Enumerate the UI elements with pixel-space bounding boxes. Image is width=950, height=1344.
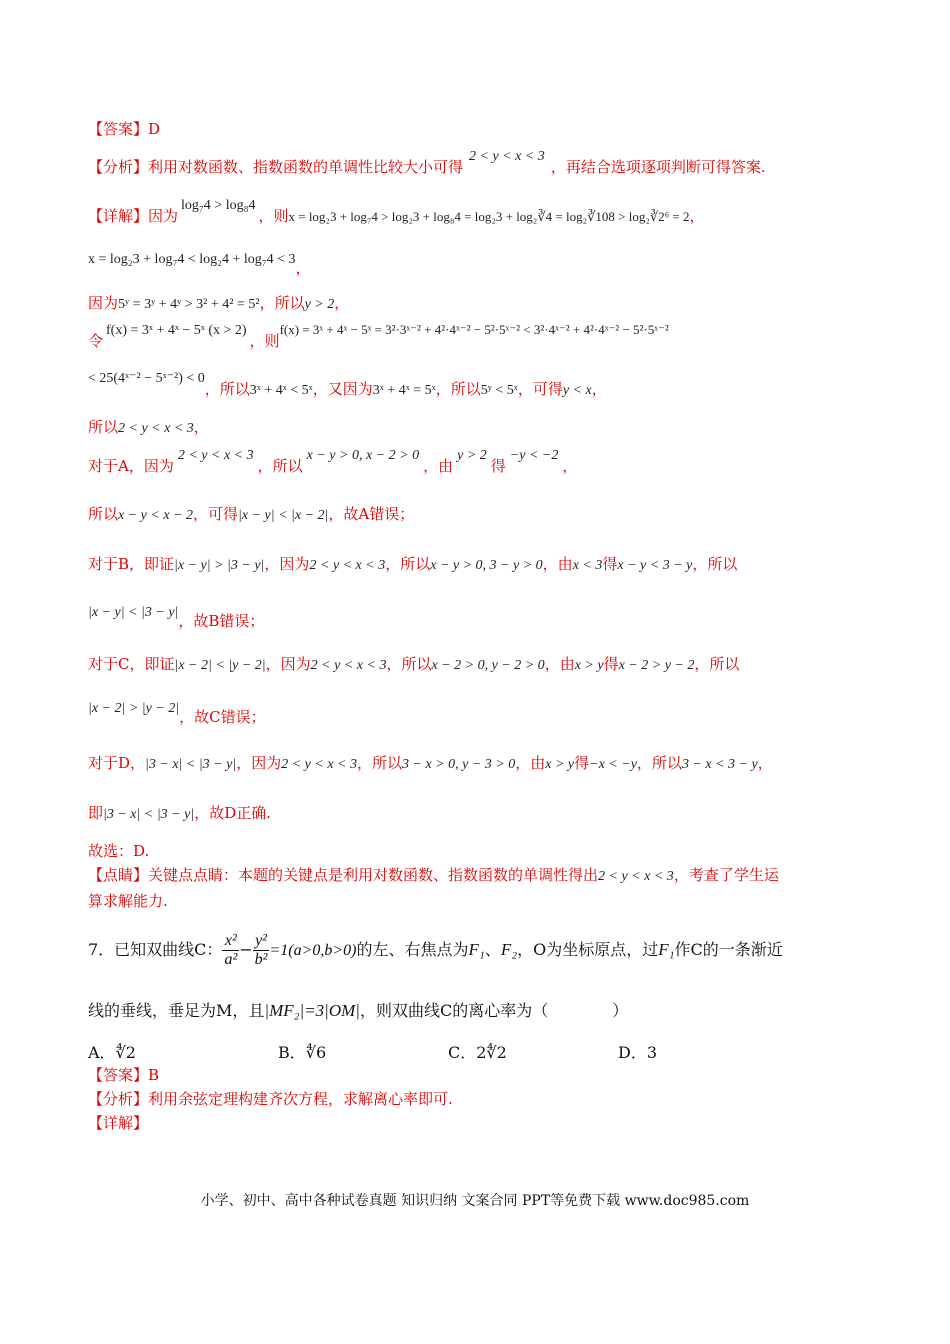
option-b[interactable]: B．∜6 [278, 1043, 327, 1062]
detail-line-12: |x − 2| > |y − 2|，故C错误； [88, 701, 266, 726]
option-d[interactable]: D．3 [618, 1043, 658, 1062]
q7-analysis-line: 【分析】利用余弦定理构建齐次方程，求解离心率即可. [88, 1090, 453, 1108]
detail-line-2: x = log₂3 + log₇4 < log₂4 + log₇4 < 3， [88, 252, 311, 277]
question-7-line-1: 7．已知双曲线C： $\frac{\text{x²}}{\text{a²}}$ − $\frac{\text{y²}}{\text{b²}}$ =1(a>0,b>0)的左、右焦点为F₁、F₂，O为坐标原点，过F₁作C的一条渐近 [88, 932, 783, 968]
detail-line-14: 即|3 − x| < |3 − y|，故D正确. [88, 804, 271, 822]
analysis-line: 【分析】利用对数函数、指数函数的单调性比较大小可得2 < y < x < 3，再结合选项逐项判断可得答案. [88, 149, 766, 176]
q7-detail-label: 【详解】 [88, 1114, 149, 1132]
detail-line-7: 对于A，因为2 < y < x < 3，所以x − y > 0, x − 2 > 0，由y > 2得−y < −2， [88, 448, 578, 475]
fraction-x: $\frac{\text{x²}}{\text{a²}}$ [224, 932, 238, 968]
option-a[interactable]: A．∜2 [88, 1043, 136, 1062]
fraction-y: $\frac{\text{y²}}{\text{b²}}$ [254, 932, 268, 968]
detail-line-11: 对于C，即证|x − 2| < |y − 2|，因为2 < y < x < 3，所以x − 2 > 0, y − 2 > 0，由x > y得x − 2 > y − 2，所以 [88, 655, 740, 673]
question-7-line-2: 线的垂线，垂足为M，且|MF₂|=3|OM|，则双曲线C的离心率为（ ） [88, 1001, 629, 1020]
detail-line-1: 【详解】因为log₇4 > log₈4，则x = log₂3 + log₇4 > log₂3 + log₈4 = log₂3 + log₂∛4 = log₂∛108 > log₂∛2⁶ = 2， [88, 198, 705, 225]
key-point-line-2: 算求解能力. [88, 892, 168, 910]
page-footer: 小学、初中、高中各种试卷真题 知识归纳 文案合同 PPT等免费下载 www.doc985.com [200, 1193, 750, 1209]
detail-line-6: 所以2 < y < x < 3， [88, 418, 209, 436]
detail-line-4: 令f(x) = 3ˣ + 4ˣ − 5ˣ (x > 2)，则f(x) = 3ˣ + 4ˣ − 5ˣ = 3²·3ˣ⁻² + 4²·4ˣ⁻² − 5²·5ˣ⁻² < 3²·4ˣ⁻² + 4²·4ˣ⁻² − 5²·5ˣ⁻² [88, 322, 669, 350]
detail-line-5: < 25(4ˣ⁻² − 5ˣ⁻²) < 0，所以3ˣ + 4ˣ < 5ˣ，又因为3ˣ + 4ˣ = 5ˣ，所以5ʸ < 5ˣ，可得y < x， [88, 371, 607, 398]
detail-line-10: |x − y| < |3 − y|，故B错误； [88, 605, 265, 630]
option-c[interactable]: C．2∜2 [448, 1043, 507, 1062]
detail-line-9: 对于B，即证|x − y| > |3 − y|，因为2 < y < x < 3，所以x − y > 0, 3 − y > 0，由x < 3得x − y < 3 − y，所以 [88, 555, 738, 573]
inequality-math: 2 < y < x < 3 [469, 149, 545, 164]
key-point-line: 【点睛】关键点点睛：本题的关键点是利用对数函数、指数函数的单调性得出2 < y < x < 3，考查了学生运 [88, 866, 779, 884]
detail-line-13: 对于D，|3 − x| < |3 − y|，因为2 < y < x < 3，所以3 − x > 0, y − 3 > 0，由x > y得−x < −y，所以3 − x < 3 − y， [88, 754, 773, 772]
q7-answer-line: 【答案】B [88, 1066, 160, 1084]
detail-line-15: 故选：D. [88, 842, 150, 860]
detail-line-8: 所以x − y < x − 2，可得|x − y| < |x − 2|，故A错误； [88, 505, 415, 523]
detail-line-3: 因为5ʸ = 3ʸ + 4ʸ > 3² + 4² = 5²，所以y > 2， [88, 294, 350, 312]
answer-line: 【答案】D [88, 120, 161, 138]
